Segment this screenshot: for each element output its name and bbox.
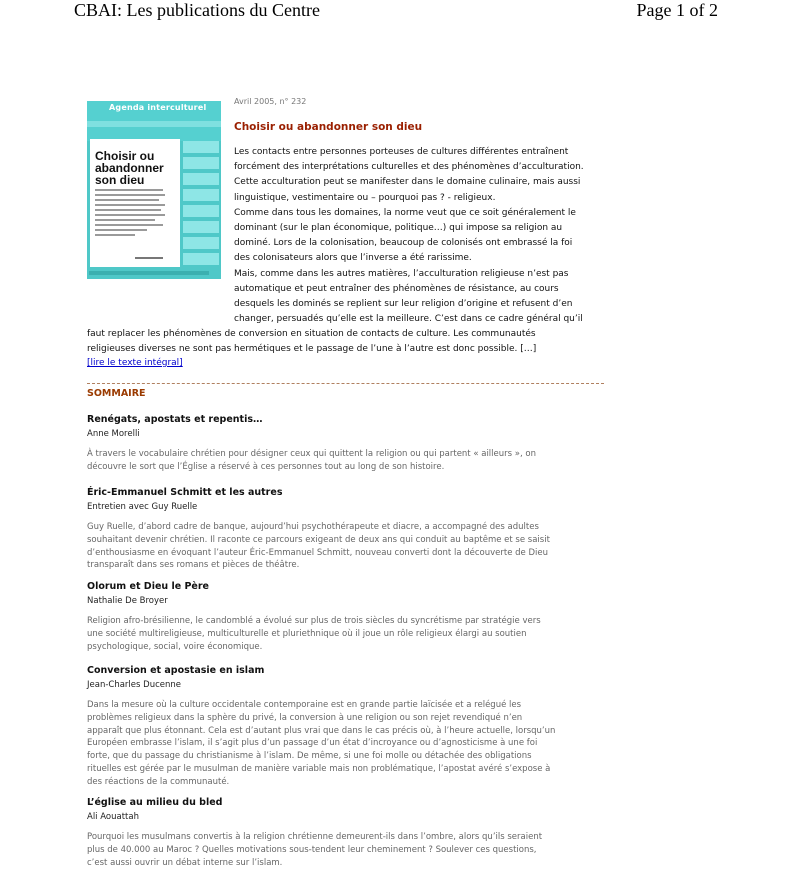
entry-title: Conversion et apostasie en islam	[87, 665, 265, 676]
section-divider	[87, 383, 604, 384]
entry-description	[87, 699, 607, 789]
entry-description	[87, 448, 607, 474]
desc-line: découvre le sort que l’Église a réservé à ces personnes tout au long de son histoire.	[87, 461, 445, 472]
cover-text-lines	[95, 189, 165, 239]
entry-title: Éric-Emmanuel Schmitt et les autres	[87, 487, 283, 498]
magazine-cover-image	[87, 101, 221, 279]
article-line: automatique et peut entraîner des phénomènes de résistance, au cours	[234, 283, 559, 294]
desc-line: souhaitant devenir chrétien. Il raconte ce parcours exigeant de deux ans qui conduit au baptême et se saisit	[87, 534, 550, 545]
article-line: Mais, comme dans les autres matières, l’acculturation religieuse n’est pas	[234, 268, 569, 279]
entry-author: Entretien avec Guy Ruelle	[87, 502, 198, 512]
summary-entry	[87, 580, 607, 653]
page-number: Page 1 of 2	[636, 0, 718, 20]
document-title: CBAI: Les publications du Centre	[74, 0, 320, 20]
article-intro-continued	[87, 327, 536, 357]
entry-description	[87, 831, 607, 869]
article-line: forcément des interprétations culturelles et des phénomènes d’acculturation.	[234, 162, 584, 173]
desc-line: problèmes religieux dans la sphère du privé, la conversion à une religion ou son rejet revendiqué n’en	[87, 712, 523, 723]
desc-line: plus de 40.000 au Maroc ? Quelles motivations sous-tendent leur cheminement ? Soulever ces questions,	[87, 844, 537, 855]
desc-line: apparaît que plus étonnant. Cela est d’autant plus vrai que dans le cas précis où, à l’heure actuelle, lorsqu’un	[87, 725, 556, 736]
article-title: Choisir ou abandonner son dieu	[234, 121, 423, 133]
entry-title: Olorum et Dieu le Père	[87, 581, 210, 592]
article-intro	[234, 145, 584, 327]
article-line: faut replacer les phénomènes de conversion en situation de contacts de culture. Les communautés	[87, 329, 536, 339]
summary-entry	[87, 664, 607, 789]
entry-author: Ali Aouattah	[87, 812, 139, 822]
cover-stripe	[87, 121, 221, 127]
cover-bottom-band	[89, 271, 209, 275]
article-line: dominé. Lors de la colonisation, beaucoup de colonisés ont embrassé la foi	[234, 238, 573, 249]
desc-line: des réactions de la communauté.	[87, 776, 230, 787]
summary-entry	[87, 486, 607, 572]
desc-line: Européen embrasse l’islam, il s’agit plus d’un passage d’un état d’incroyance ou d’agnosticisme à une foi	[87, 738, 538, 749]
article-line: dominant (sur le plan économique, politique…) qui impose sa religion au	[234, 223, 563, 234]
desc-line: À travers le vocabulaire chrétien pour désigner ceux qui quittent la religion ou qui partent « ailleurs », on	[87, 449, 536, 459]
article-line: Cette acculturation peut se manifester dans le domaine culinaire, mais aussi	[234, 177, 581, 188]
read-full-text-link[interactable]: [lire le texte intégral]	[87, 358, 183, 368]
entry-author: Jean-Charles Ducenne	[87, 680, 181, 690]
article-line: desquels les dominés se replient sur leur religion d’origine et refusent d’en	[234, 299, 573, 310]
desc-line: forte, que du passage du christianisme à l’islam. De même, si une foi molle ou détachée des obligations	[87, 751, 532, 762]
cover-photo-blocks	[183, 141, 219, 271]
entry-author: Nathalie De Broyer	[87, 596, 168, 606]
desc-line: psychologique, social, voire économique.	[87, 641, 263, 652]
desc-line: Religion afro-brésilienne, le candomblé a évolué sur plus de trois siècles du syncrétisme par stratégie vers	[87, 616, 541, 626]
article-line: religieuses diverses ne sont pas hermétiques et le passage de l’une à l’autre est donc possible. […]	[87, 344, 537, 355]
desc-line: Guy Ruelle, d’abord cadre de banque, aujourd’hui psychothérapeute et diacre, a accompagné des adultes	[87, 522, 539, 532]
summary-entry	[87, 796, 607, 869]
entry-description	[87, 521, 607, 572]
cover-title: Choisir ou abandonner son dieu	[95, 149, 164, 187]
cover-magazine-name: Agenda interculturel	[109, 103, 207, 112]
entry-author: Anne Morelli	[87, 429, 140, 439]
summary-heading: SOMMAIRE	[87, 388, 146, 399]
entry-title: L’église au milieu du bled	[87, 797, 223, 808]
desc-line: d’enthousiasme en évoquant l’auteur Éric-Emmanuel Schmitt, nouveau converti dont la découverte de Dieu	[87, 547, 548, 558]
article-line: linguistique, vestimentaire ou – pourquoi pas ? - religieux.	[234, 192, 496, 203]
article-line: Comme dans tous les domaines, la norme veut que ce soit généralement le	[234, 207, 576, 218]
desc-line: une société multireligieuse, multiculturelle et pluriethnique où il joue un rôle religieux élargi au soutien	[87, 628, 527, 639]
article-line: des colonisateurs alors que l’inverse a été rarissime.	[234, 253, 472, 264]
desc-line: rituelles est gérée par le musulman de manière variable mais non problématique, l’apostat avéré s’expose à	[87, 763, 551, 774]
desc-line: Dans la mesure où la culture occidentale contemporaine est en grande partie laïcisée et a relégué les	[87, 700, 522, 710]
article-line: Les contacts entre personnes porteuses de cultures différentes entraînent	[234, 147, 569, 157]
entry-description	[87, 615, 607, 653]
summary-entry	[87, 413, 607, 474]
desc-line: c’est aussi ouvrir un débat interne sur l’islam.	[87, 857, 283, 868]
issue-date: Avril 2005, n° 232	[234, 97, 307, 106]
entry-title: Renégats, apostats et repentis…	[87, 414, 263, 425]
cover-signature	[135, 257, 163, 259]
article-line: changer, persuadés qu’elle est la meilleure. C’est dans ce cadre général qu’il	[234, 314, 583, 325]
desc-line: Pourquoi les musulmans convertis à la religion chrétienne demeurent-ils dans l’ombre, alors qu’ils seraient	[87, 832, 543, 842]
desc-line: transparaît dans ses romans et pièces de théâtre.	[87, 560, 300, 571]
